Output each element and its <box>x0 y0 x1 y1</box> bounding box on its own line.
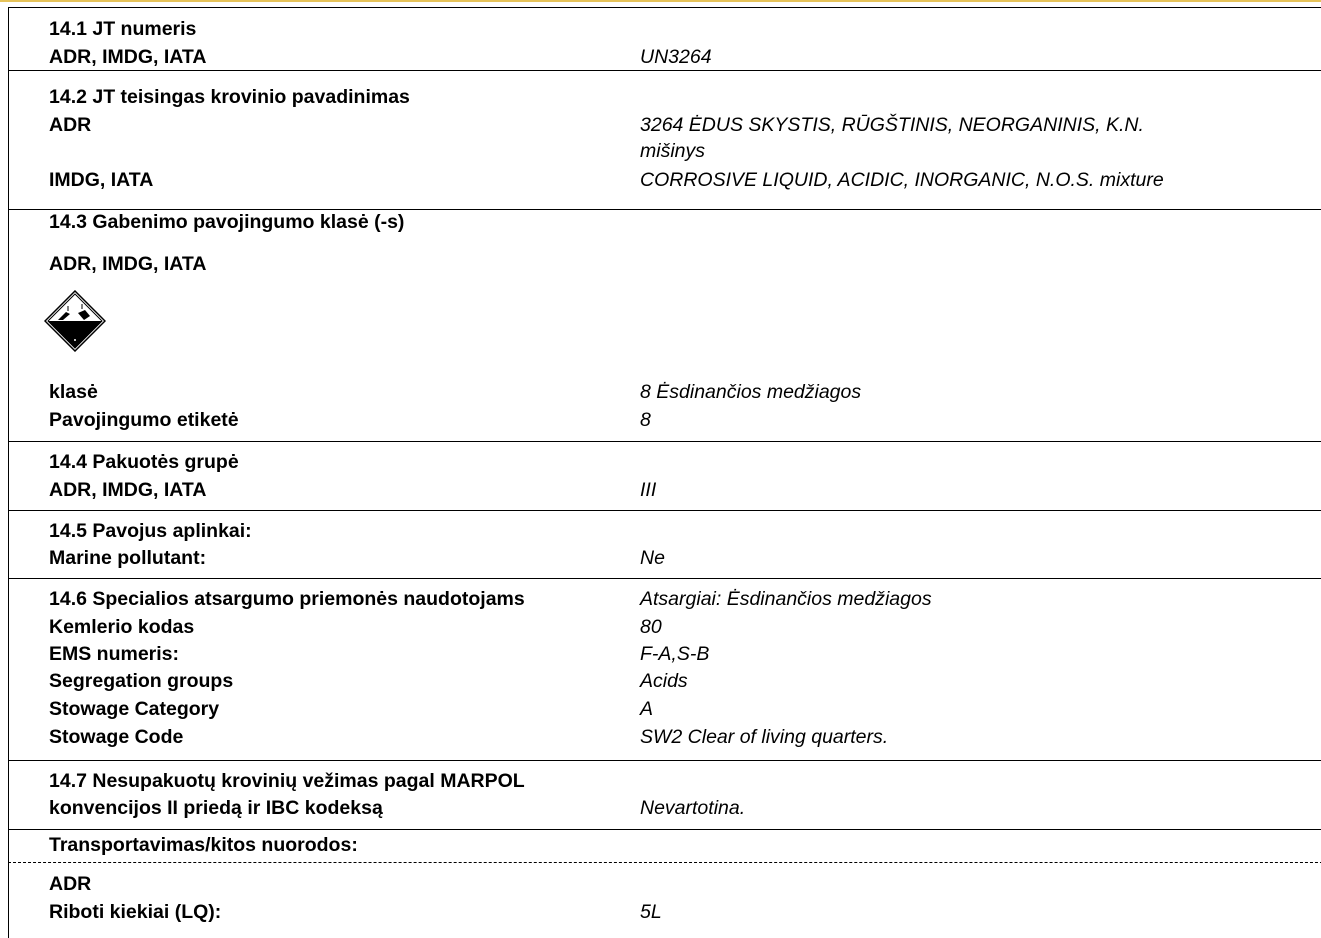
row-value: Acids <box>640 670 688 692</box>
section-title-14-5: 14.5 Pavojus aplinkai: <box>49 520 252 542</box>
row-value: Ne <box>640 547 665 569</box>
row-label: ADR <box>49 114 92 136</box>
row-value: CORROSIVE LIQUID, ACIDIC, INORGANIC, N.O.S. mixture <box>640 169 1164 191</box>
section-divider <box>8 578 1321 579</box>
section-subtitle: ADR, IMDG, IATA <box>49 253 207 275</box>
section-divider-dashed <box>8 862 1321 863</box>
row-value: 5L <box>640 901 662 923</box>
row-value: 8 <box>640 409 651 431</box>
row-label: Kemlerio kodas <box>49 616 195 638</box>
row-value-continued: mišinys <box>640 140 706 162</box>
row-value: UN3264 <box>640 46 712 68</box>
row-label: Stowage Category <box>49 698 220 720</box>
section-divider <box>8 441 1321 442</box>
row-label: Segregation groups <box>49 670 234 692</box>
section-divider <box>8 70 1321 71</box>
row-value: 8 Ėsdinančios medžiagos <box>640 381 862 403</box>
section-title-14-4: 14.4 Pakuotės grupė <box>49 451 239 473</box>
row-label: klasė <box>49 381 98 403</box>
top-rule <box>0 0 1321 2</box>
section-divider <box>8 760 1321 761</box>
row-label: EMS numeris: <box>49 643 180 665</box>
row-label: Riboti kiekiai (LQ): <box>49 901 222 923</box>
section-title-value: Nevartotina. <box>640 797 746 819</box>
row-value: 80 <box>640 616 662 638</box>
row-label: Stowage Code <box>49 726 184 748</box>
row-value: SW2 Clear of living quarters. <box>640 726 889 748</box>
row-label: Marine pollutant: <box>49 547 207 569</box>
section-title-14-3: 14.3 Gabenimo pavojingumo klasė (-s) <box>49 211 405 233</box>
row-value: III <box>640 479 657 501</box>
row-label: ADR, IMDG, IATA <box>49 479 207 501</box>
section-title-14-6: 14.6 Specialios atsargumo priemonės naudotojams <box>49 588 525 610</box>
section-title-value: Atsargiai: Ėsdinančios medžiagos <box>640 588 932 610</box>
row-label: Pavojingumo etiketė <box>49 409 239 431</box>
section-title-14-1: 14.1 JT numeris <box>49 18 197 40</box>
section-subtitle: ADR <box>49 873 92 895</box>
section-divider <box>8 510 1321 511</box>
row-label: IMDG, IATA <box>49 169 154 191</box>
row-value: A <box>640 698 654 720</box>
section-divider <box>8 209 1321 210</box>
section-title-14-2: 14.2 JT teisingas krovinio pavadinimas <box>49 86 410 108</box>
row-value: 3264 ĖDUS SKYSTIS, RŪGŠTINIS, NEORGANINIS, K.N. <box>640 114 1144 136</box>
section-divider <box>8 829 1321 830</box>
section-title-14-7: 14.7 Nesupakuotų krovinių vežimas pagal MARPOL <box>49 770 525 792</box>
row-value: F-A,S-B <box>640 643 710 665</box>
row-label: ADR, IMDG, IATA <box>49 46 207 68</box>
section-title-transport: Transportavimas/kitos nuorodos: <box>49 834 358 856</box>
section-title-14-7-continued: konvencijos II priedą ir IBC kodeksą <box>49 797 383 819</box>
corrosive-hazard-pictogram-icon <box>44 290 106 352</box>
